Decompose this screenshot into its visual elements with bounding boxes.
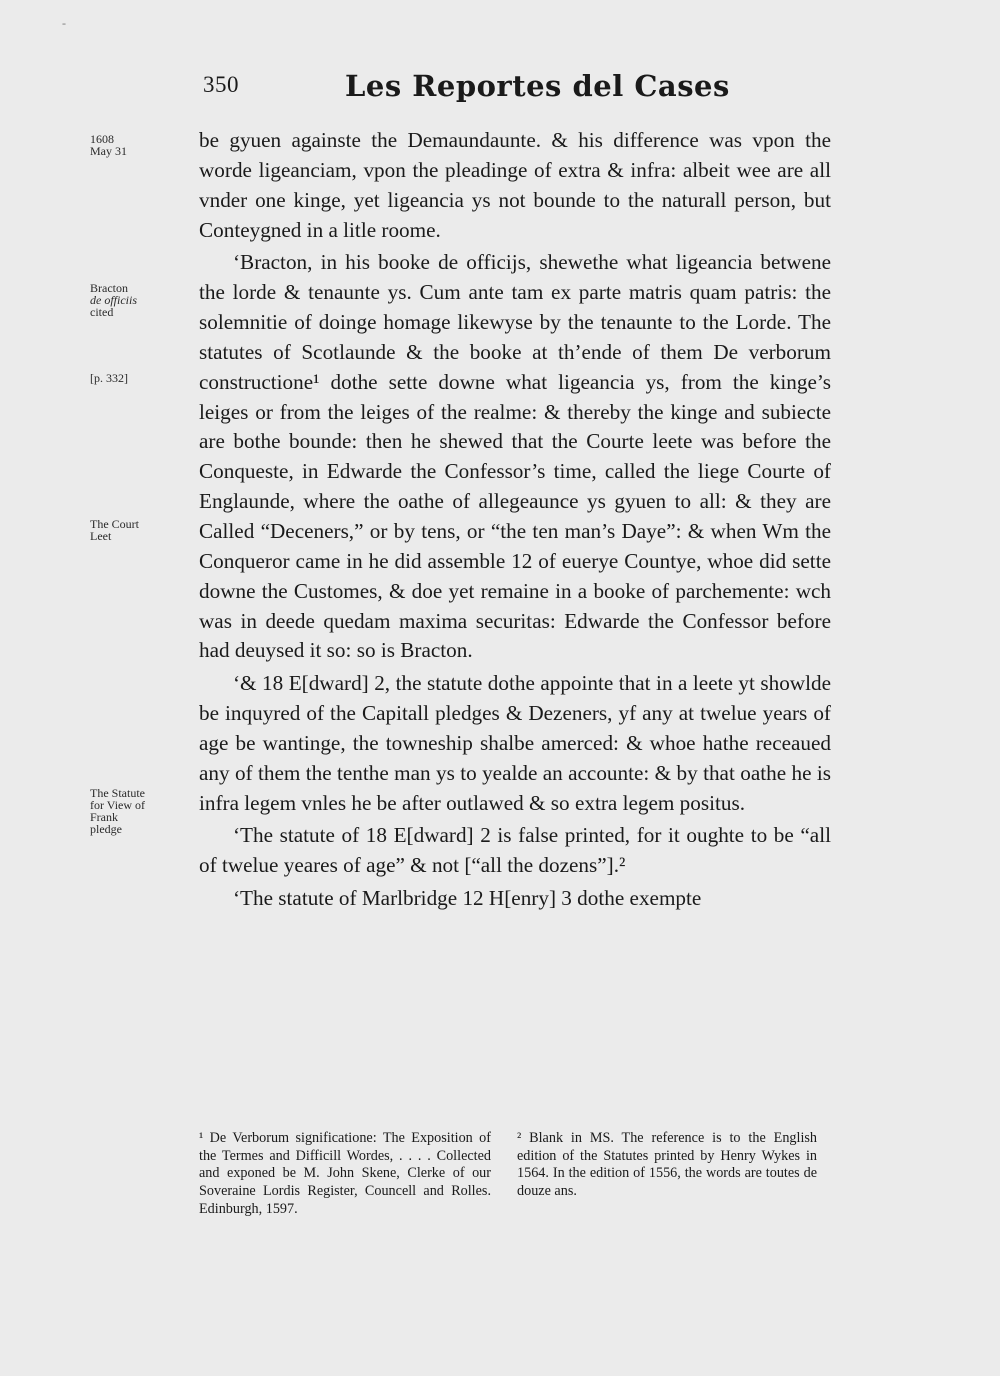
margin-note-line: pledge bbox=[90, 822, 122, 836]
margin-note-line: 1608 bbox=[90, 132, 114, 146]
paragraph: ‘The statute of Marlbridge 12 H[enry] 3 dothe exempte bbox=[233, 886, 702, 911]
page-mark: - bbox=[62, 16, 66, 30]
running-title: Les Reportes del Cases bbox=[345, 69, 730, 103]
paragraph: ‘The statute of 18 E[dward] 2 is false printed, for it oughte to be “all of twelue yeares of age” & not [“all the dozens”].² bbox=[199, 823, 831, 878]
margin-note-line: May 31 bbox=[90, 144, 127, 158]
margin-note-date bbox=[90, 133, 127, 157]
footnote-1: ¹ De Verborum significatione: The Exposition of the Termes and Difficill Wordes, . . . . Collected and exponed be M. John Skene, Clerke of our Soveraine Lordis Register, Councell and Rolles. Edinburgh, 1597. bbox=[199, 1130, 491, 1217]
margin-note-line: cited bbox=[90, 305, 114, 319]
paragraph: ‘& 18 E[dward] 2, the statute dothe appointe that in a leete yt showlde be inquyred of the Capitall pledges & Dezeners, yf any at twelue years of age be wantinge, the towneship shalbe amerced: & whoe hathe receaued any of them the tenthe man ys to yealde an accounte: & by that oathe he is infra legem vnles he be after outlawed & so extra legem positus. bbox=[199, 671, 831, 815]
margin-note-line: [p. 332] bbox=[90, 371, 128, 385]
paragraph: be gyuen againste the Demaundaunte. & his difference was vpon the worde ligeanciam, vpon the pleadinge of extra & infra: albeit wee are all vnder one kinge, yet ligeancia ys not bounde to the naturall person, but Conteygned in a litle roome. bbox=[199, 128, 831, 242]
margin-note-line: Frank bbox=[90, 810, 118, 824]
margin-note-line: Bracton bbox=[90, 281, 128, 295]
margin-note-statute bbox=[90, 787, 145, 835]
margin-note-line: for View of bbox=[90, 798, 146, 812]
margin-note-court-leet bbox=[90, 518, 139, 542]
page-number: 350 bbox=[203, 72, 239, 97]
page-header bbox=[200, 69, 830, 112]
margin-note-page-ref bbox=[90, 372, 128, 384]
margin-note-bracton bbox=[90, 282, 137, 318]
margin-note-line: Leet bbox=[90, 529, 112, 543]
margin-note-line: de officiis bbox=[90, 293, 137, 307]
margin-note-line: The Statute bbox=[90, 786, 145, 800]
footnote-2: ² Blank in MS. The reference is to the English edition of the Statutes printed by Henry Wykes in 1564. In the edition of 1556, the words are toutes de douze ans. bbox=[517, 1130, 817, 1200]
body-text bbox=[199, 126, 831, 914]
paragraph: ‘Bracton, in his booke de officijs, shewethe what ligeancia betwene the lorde & tenaunte ys. Cum ante tam ex parte matris quam patris: the solemnitie of doinge homage likewyse by the tenaunte to the Lorde. The statutes of Scotlaunde & the booke at th’ende of them De verborum constructione¹ dothe sette downe what ligeancia ys, from the kinge’s leiges or from the leiges of the realme: & thereby the kinge and subiecte are bothe bounde: then he shewed that the Courte leete was before the Conqueste, in Edwarde the Confessor’s time, called the liege Courte of Englaunde, where the oathe of allegeaunce ys gyuen to all: & they are Called “Deceners,” or by tens, or “the ten man’s Daye”: & when Wm the Conqueror came in he did assemble 12 of euerye Countye, whoe did sette downe the Customes, & doe yet remaine in a booke of parchemente: wch was in deede quedam maxima securitas: Edwarde the Confessor before had deuysed it so: so is Bracton. bbox=[199, 250, 831, 663]
margin-note-line: The Court bbox=[90, 517, 139, 531]
